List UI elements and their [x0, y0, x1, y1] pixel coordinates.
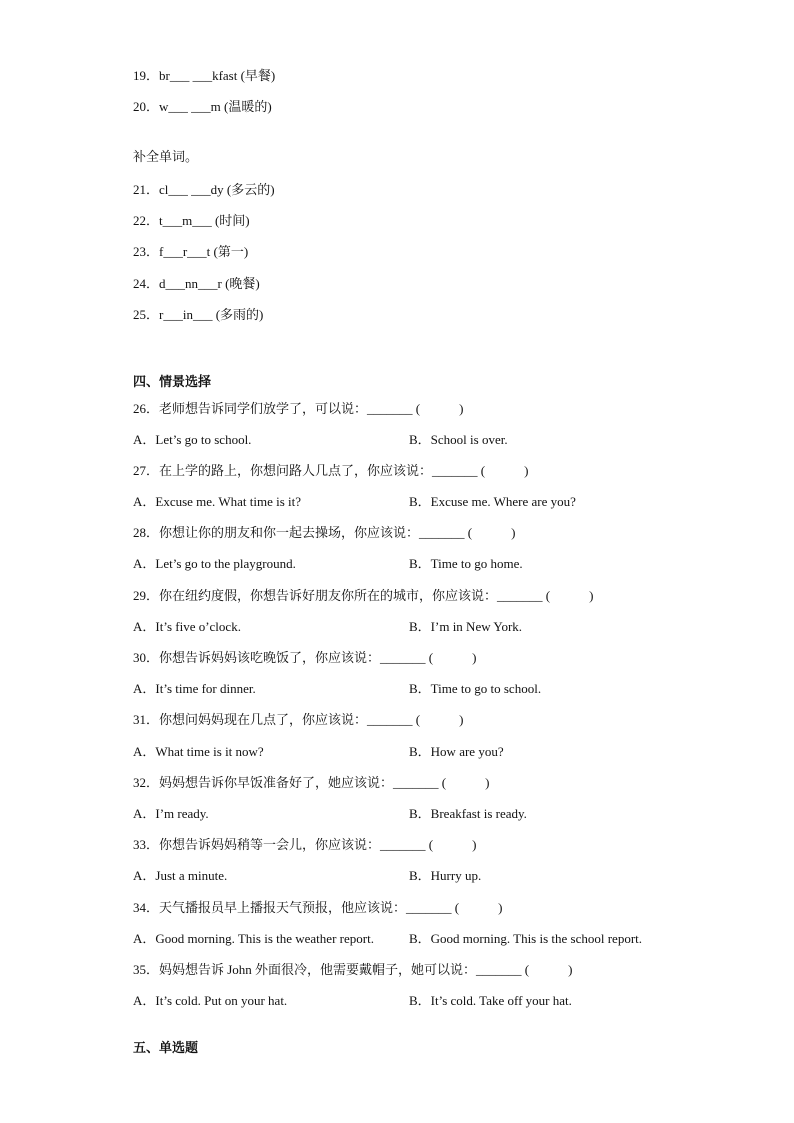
option-35-b: B．It’s cold. Take off your hat. — [409, 993, 572, 1008]
question-32: 32．妈妈想告诉你早饭准备好了，她应该说：_______ ( ) — [133, 775, 490, 790]
option-34-a: A．Good morning. This is the weather report. — [133, 931, 374, 946]
option-26-b: B．School is over. — [409, 432, 508, 447]
question-31: 31．你想问妈妈现在几点了，你应该说：_______ ( ) — [133, 712, 464, 727]
fill-item-22: 22．t___m___ (时间) — [133, 213, 250, 228]
question-28: 28．你想让你的朋友和你一起去操场，你应该说：_______ ( ) — [133, 525, 516, 540]
fill-item-19: 19．br___ ___kfast (早餐) — [133, 68, 276, 83]
question-27: 27．在上学的路上，你想问路人几点了，你应该说：_______ ( ) — [133, 463, 529, 478]
question-34: 34．天气播报员早上播报天气预报，他应该说：_______ ( ) — [133, 900, 503, 915]
fill-item-25: 25．r___in___ (多雨的) — [133, 307, 264, 322]
option-31-a: A．What time is it now? — [133, 744, 264, 759]
option-30-b: B．Time to go to school. — [409, 681, 542, 696]
option-26-a: A．Let’s go to school. — [133, 432, 252, 447]
section-instruction: 补全单词。 — [133, 150, 199, 165]
option-32-a: A．I’m ready. — [133, 806, 209, 821]
fill-item-23: 23．f___r___t (第一) — [133, 244, 249, 259]
option-31-b: B．How are you? — [409, 744, 504, 759]
question-26: 26．老师想告诉同学们放学了，可以说：_______ ( ) — [133, 401, 464, 416]
question-29: 29．你在纽约度假，你想告诉好朋友你所在的城市，你应该说：_______ ( ) — [133, 588, 594, 603]
fill-item-20: 20．w___ ___m (温暖的) — [133, 99, 272, 114]
option-28-b: B．Time to go home. — [409, 556, 523, 571]
option-29-a: A．It’s five o’clock. — [133, 619, 241, 634]
option-34-b: B．Good morning. This is the school report. — [409, 931, 643, 946]
option-35-a: A．It’s cold. Put on your hat. — [133, 993, 288, 1008]
question-33: 33．你想告诉妈妈稍等一会儿，你应该说：_______ ( ) — [133, 837, 477, 852]
option-30-a: A．It’s time for dinner. — [133, 681, 256, 696]
option-27-a: A．Excuse me. What time is it? — [133, 494, 301, 509]
section-4-heading: 四、情景选择 — [133, 375, 212, 390]
fill-item-24: 24．d___nn___r (晚餐) — [133, 276, 260, 291]
fill-item-21: 21．cl___ ___dy (多云的) — [133, 182, 275, 197]
option-29-b: B．I’m in New York. — [409, 619, 523, 634]
question-30: 30．你想告诉妈妈该吃晚饭了，你应该说：_______ ( ) — [133, 650, 477, 665]
option-32-b: B．Breakfast is ready. — [409, 806, 527, 821]
option-33-a: A．Just a minute. — [133, 868, 228, 883]
section-5-heading: 五、单选题 — [133, 1041, 199, 1056]
option-33-b: B．Hurry up. — [409, 868, 482, 883]
question-35: 35．妈妈想告诉 John 外面很冷，他需要戴帽子，她可以说：_______ ( ) — [133, 962, 573, 977]
option-27-b: B．Excuse me. Where are you? — [409, 494, 576, 509]
option-28-a: A．Let’s go to the playground. — [133, 556, 296, 571]
